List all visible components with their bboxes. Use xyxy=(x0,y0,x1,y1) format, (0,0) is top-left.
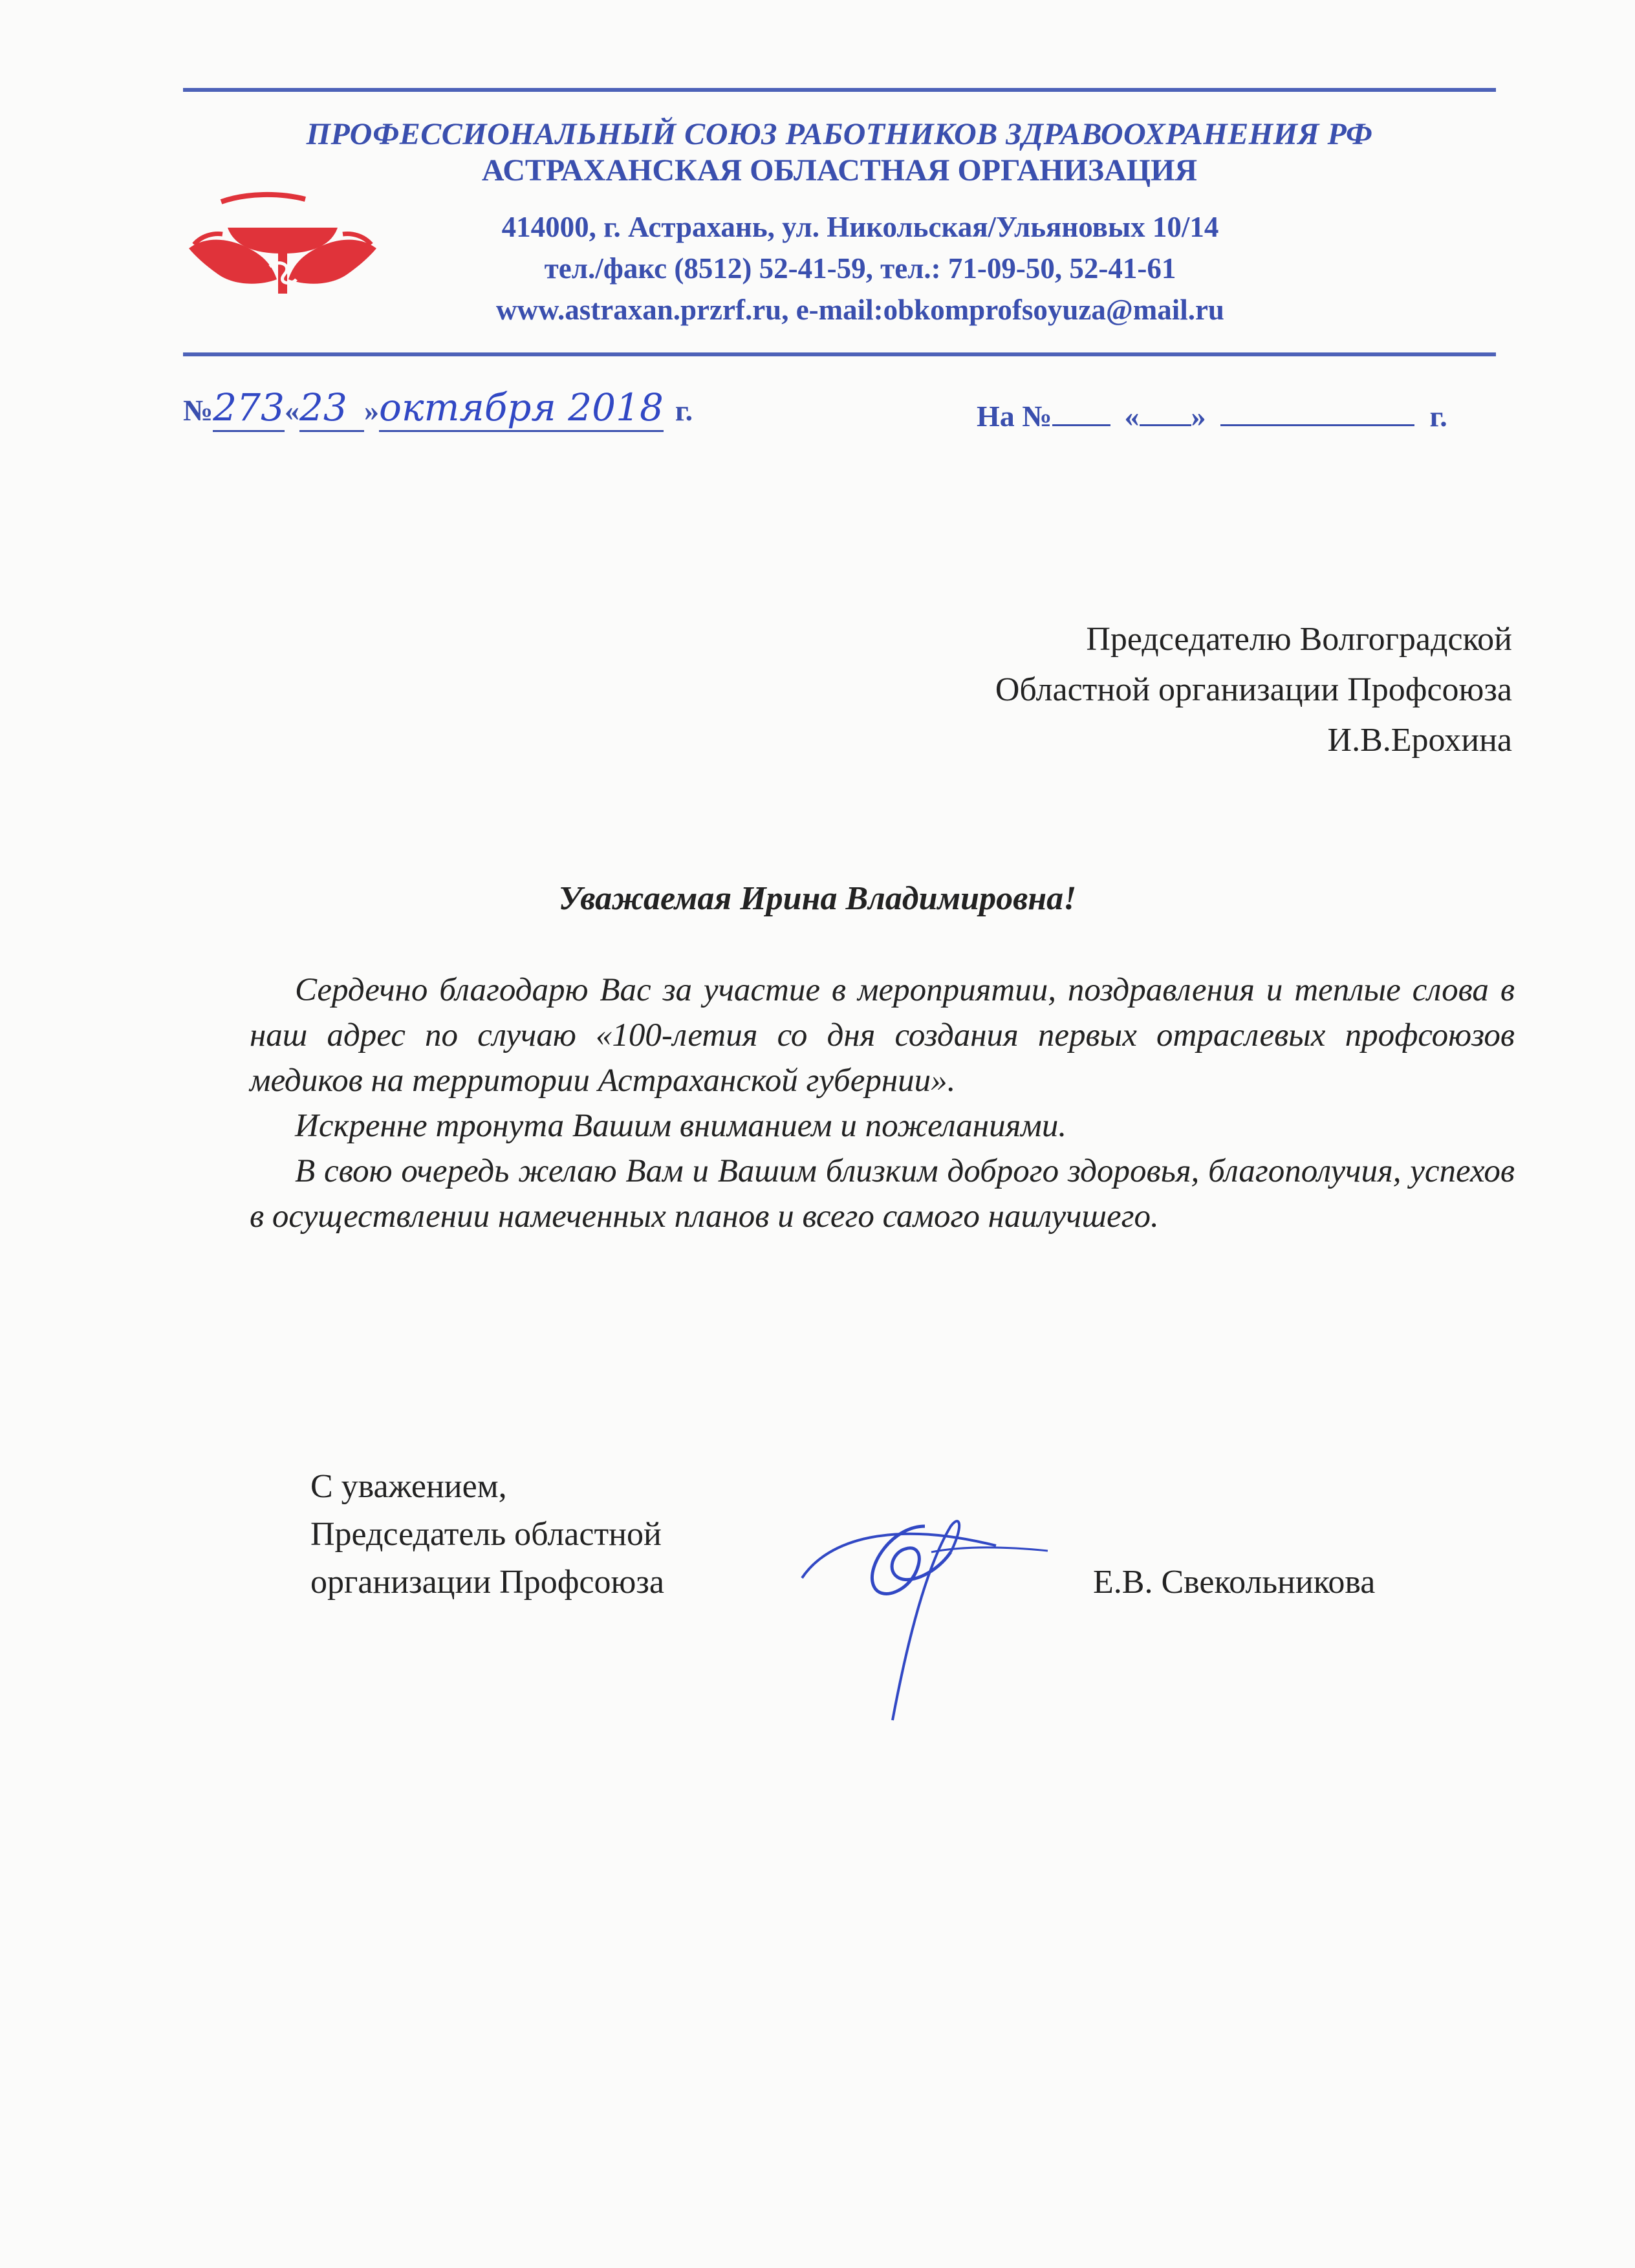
addressee-line-2: Областной организации Профсоюза xyxy=(995,671,1512,708)
addressee-block xyxy=(736,614,1512,766)
org-address: 414000, г. Астрахань, ул. Никольская/Ульяновых 10/14 xyxy=(501,211,1219,243)
header-top-rule xyxy=(183,88,1496,92)
number-label: № xyxy=(183,394,213,427)
open-quote: « xyxy=(284,394,299,427)
signatory-title-line-1: Председатель областной xyxy=(310,1516,662,1553)
closing-block xyxy=(310,1463,664,1606)
reply-quote-close: » xyxy=(1191,400,1206,433)
reg-month-year: октября 2018 xyxy=(378,385,664,429)
header-bottom-rule xyxy=(183,352,1496,356)
emblem-hands-bowl-icon xyxy=(182,189,383,299)
body-paragraph-2: Искренне тронута Вашим вниманием и пожеланиями. xyxy=(295,1108,1067,1144)
salutation: Уважаемая Ирина Владимировна! xyxy=(558,880,1077,917)
reply-quote-open: « xyxy=(1124,400,1140,433)
signatory-name: Е.В. Свекольникова xyxy=(1093,1564,1376,1601)
addressee-line-3: И.В.Ерохина xyxy=(1327,722,1512,759)
reply-year-suffix: г. xyxy=(1429,400,1447,433)
letter-body xyxy=(250,967,1515,1239)
outgoing-registration xyxy=(183,385,693,432)
close-quote: » xyxy=(363,394,379,427)
handwritten-signature xyxy=(789,1487,1061,1733)
org-title: ПРОФЕССИОНАЛЬНЫЙ СОЮЗ РАБОТНИКОВ ЗДРАВООХРАНЕНИЯ РФ xyxy=(306,117,1373,151)
body-paragraph-1: Сердечно благодарю Вас за участие в мероприятии, поздравления и теплые слова в наш адрес по случаю «100-летия со дня создания первых отраслевых профсоюзов медиков на территории Астраханской губернии». xyxy=(250,972,1515,1099)
org-subtitle: АСТРАХАНСКАЯ ОБЛАСТНАЯ ОРГАНИЗАЦИЯ xyxy=(481,153,1198,188)
org-web-email: www.astraxan.przrf.ru, e-mail:obkomprofsoyuza@mail.ru xyxy=(496,294,1224,326)
reply-label: На № xyxy=(977,400,1052,433)
closing-line: С уважением, xyxy=(310,1468,507,1505)
year-suffix: г. xyxy=(675,394,693,427)
body-paragraph-3: В свою очередь желаю Вам и Вашим близким доброго здоровья, благополучия, успехов в осуществлении намеченных планов и всего самого наилучшего. xyxy=(250,1153,1515,1235)
addressee-line-1: Председателю Волгоградской xyxy=(1086,621,1512,658)
reg-number: 273 xyxy=(213,385,285,429)
org-phones: тел./факс (8512) 52-41-59, тел.: 71-09-50, 52-41-61 xyxy=(544,252,1176,285)
reg-day: 23 xyxy=(299,385,347,429)
signatory-title-line-2: организации Профсоюза xyxy=(310,1564,664,1601)
incoming-reference xyxy=(977,396,1447,436)
